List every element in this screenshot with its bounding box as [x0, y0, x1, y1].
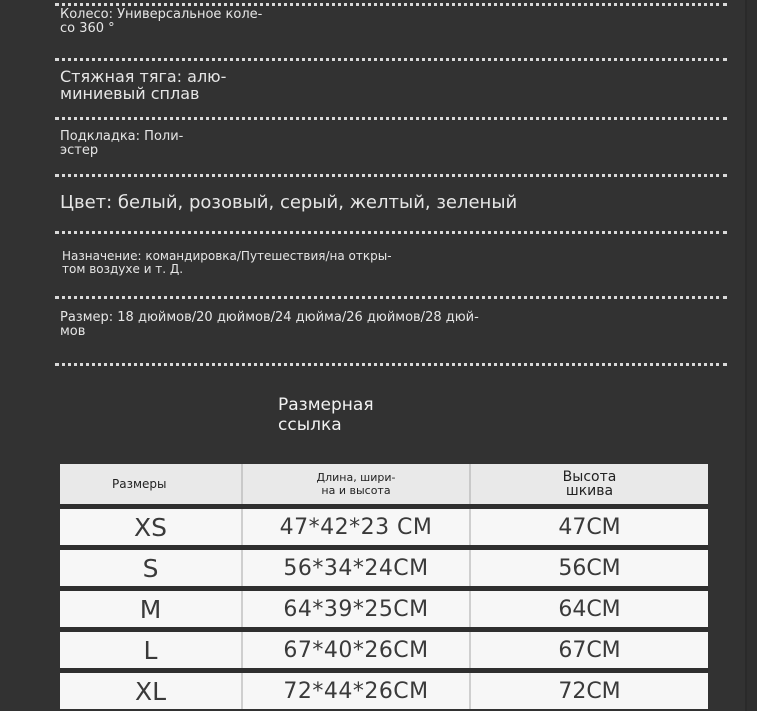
- header-wheel-height: Высота шкива: [470, 464, 708, 507]
- divider: [55, 58, 727, 61]
- dimensions-cell: 47*42*23 СМ: [242, 507, 470, 548]
- height-cell: 47СМ: [470, 507, 708, 548]
- table-row: [60, 671, 708, 710]
- dimensions-cell: 56*34*24СМ: [242, 548, 470, 589]
- size-cell: XS: [60, 507, 242, 548]
- divider: [55, 174, 727, 177]
- spec-purpose: Назначение: командировка/Путешествия/на откры- том воздухе и т. Д.: [62, 249, 392, 276]
- table-row: [60, 630, 708, 671]
- divider: [55, 296, 727, 299]
- dimensions-cell: 64*39*25СМ: [242, 589, 470, 630]
- divider: [55, 231, 727, 234]
- height-cell: 72СМ: [470, 671, 708, 710]
- table-header-row: [60, 464, 708, 507]
- header-sizes: Размеры: [60, 464, 242, 507]
- divider: [55, 3, 727, 6]
- divider: [55, 117, 727, 120]
- table-row: [60, 507, 708, 548]
- spec-wheel: Колесо: Универсальное коле- со 360 °: [60, 7, 263, 36]
- height-cell: 56СМ: [470, 548, 708, 589]
- spec-color: Цвет: белый, розовый, серый, желтый, зеленый: [60, 192, 518, 213]
- height-cell: 67СМ: [470, 630, 708, 671]
- spec-handle: Стяжная тяга: алю- миниевый сплав: [60, 67, 227, 103]
- size-cell: XL: [60, 671, 242, 710]
- table-row: [60, 548, 708, 589]
- header-dimensions: Длина, шири- на и высота: [242, 464, 470, 507]
- size-cell: S: [60, 548, 242, 589]
- size-cell: M: [60, 589, 242, 630]
- height-cell: 64СМ: [470, 589, 708, 630]
- spec-size: Размер: 18 дюймов/20 дюймов/24 дюйма/26 дюймов/28 дюй- мов: [60, 310, 479, 339]
- size-cell: L: [60, 630, 242, 671]
- divider: [55, 363, 727, 366]
- size-reference-title: Размерная ссылка: [278, 395, 374, 436]
- table-row: [60, 589, 708, 630]
- dimensions-cell: 72*44*26СМ: [242, 671, 470, 710]
- spec-lining: Подкладка: Поли- эстер: [60, 129, 184, 158]
- dimensions-cell: 67*40*26СМ: [242, 630, 470, 671]
- size-table: [60, 464, 708, 709]
